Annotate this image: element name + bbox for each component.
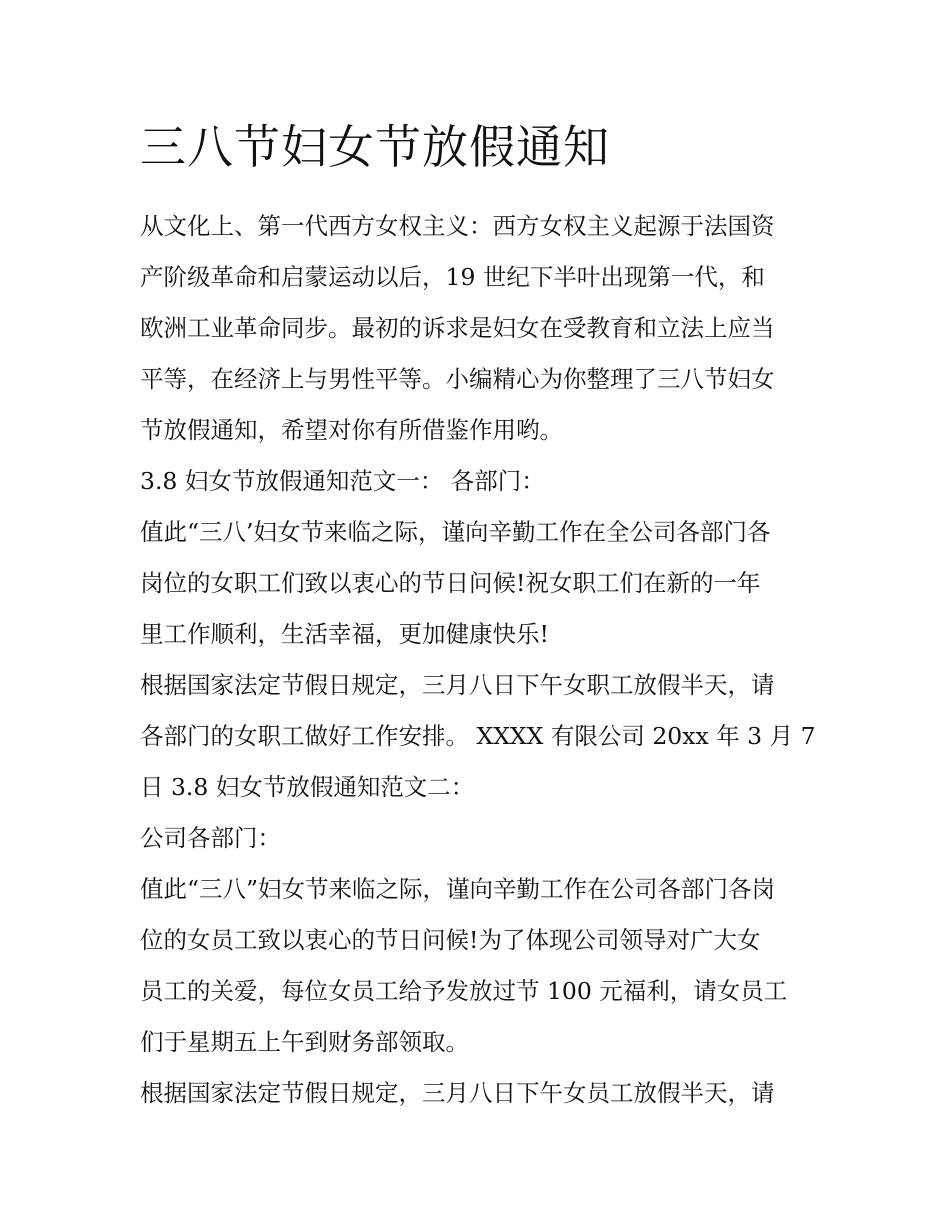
document-page (140, 118, 820, 1119)
body-line: 值此“三八’妇女节来临之际，谨向辛勤工作在全公司各部门各 (140, 518, 771, 546)
body-line: 岗位的女职工们致以衷心的节日问候!祝女职工们在新的一年 (140, 569, 761, 597)
body-line: 日 3.8 妇女节放假通知范文二： (140, 773, 475, 801)
body-line: 节放假通知，希望对你有所借鉴作用哟。 (140, 416, 563, 444)
body-line: 各部门的女职工做好工作安排。 XXXX 有限公司 20xx 年 3 月 7 (140, 722, 816, 750)
body-line: 值此“三八”妇女节来临之际，谨向辛勤工作在公司各部门各岗 (140, 875, 776, 903)
body-line: 们于星期五上午到财务部领取。 (140, 1028, 469, 1056)
body-line: 根据国家法定节假日规定，三月八日下午女员工放假半天，请 (140, 1079, 775, 1107)
body-line: 员工的关爱，每位女员工给予发放过节 100 元福利，请女员工 (140, 977, 788, 1005)
body-line: 里工作顺利，生活幸福，更加健康快乐! (140, 620, 549, 648)
body-line: 平等，在经济上与男性平等。小编精心为你整理了三八节妇女 (140, 365, 775, 393)
body-line: 根据国家法定节假日规定，三月八日下午女职工放假半天，请 (140, 671, 775, 699)
body-line: 欧洲工业革命同步。最初的诉求是妇女在受教育和立法上应当 (140, 314, 775, 342)
body-line: 3.8 妇女节放假通知范文一： 各部门： (140, 467, 545, 495)
body-line: 公司各部门： (140, 824, 281, 852)
body-line: 从文化上、第一代西方女权主义：西方女权主义起源于法国资 (140, 212, 775, 240)
body-line: 位的女员工致以衷心的节日问候!为了体现公司领导对广大女 (140, 926, 761, 954)
document-title: 三八节妇女节放假通知 (140, 120, 610, 174)
body-line: 产阶级革命和启蒙运动以后，19 世纪下半叶出现第一代，和 (140, 263, 765, 291)
